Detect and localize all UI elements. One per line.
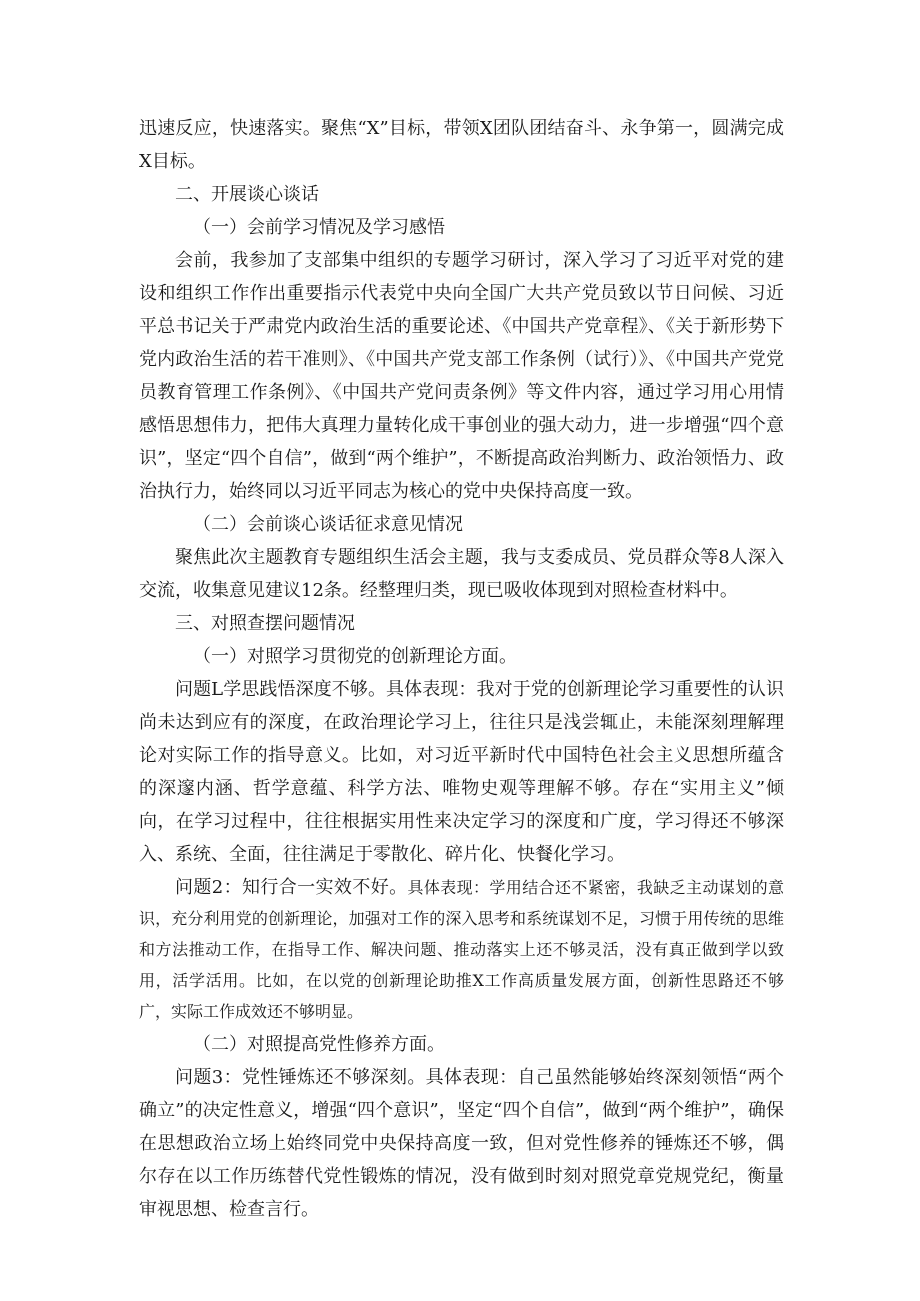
paragraph-problem-1: 问题L学思践悟深度不够。具体表现：我对于党的创新理论学习重要性的认识尚未达到应有的深度，在政治理论学习上，往往只是浅尝辄止，未能深刻理解理论对实际工作的指导意义。比如，对习近平新时代中国特色社会主义思想所蕴含的深邃内涵、哲学意蕴、科学方法、唯物史观等理解不够。存在“实用主义”倾向，在学习过程中，往往根据实用性来决定学习的深度和广度，学习得还不够深入、系统、全面，往往满足于零散化、碎片化、快餐化学习。: [139, 679, 784, 865]
document-body: [139, 112, 784, 1226]
subsection-heading-3-1: （一）对照学习贯彻党的创新理论方面。: [193, 646, 517, 667]
paragraph-problem-2: [139, 872, 784, 1027]
subsection-heading-3-2: （二）对照提高党性修养方面。: [193, 1034, 445, 1055]
problem-2-detail: 具体表现：学用结合还不紧密，我缺乏主动谋划的意识，充分利用党的创新理论，加强对工作的深入思考和系统谋划不足，习惯于用传统的思维和方法推动工作，在指导工作、解决问题、推动落实上还不够灵活，没有真正做到学以致用，活学活用。比如，在以党的创新理论助推X工作高质量发展方面，创新性思路还不够广，实际工作成效还不够明显。: [139, 878, 784, 1021]
subsection-heading-2-2: （二）会前谈心谈话征求意见情况: [193, 514, 463, 535]
problem-2-title: 问题2：知行合一实效不好。: [175, 877, 408, 898]
section-heading-3: 三、对照查摆问题情况: [175, 613, 355, 634]
paragraph-study-overview: 会前，我参加了支部集中组织的专题学习研讨，深入学习了习近平对党的建设和组织工作作出重要指示代表党中央向全国广大共产党员致以节日问候、习近平总书记关于严肃党内政治生活的重要论述、《中国共产党章程》、《关于新形势下党内政治生活的若干准则》、《中国共产党支部工作条例（试行）》、《中国共产党党员教育管理工作条例》、《中国共产党问责条例》等文件内容，通过学习用心用情感悟思想伟力，把伟大真理力量转化成干事创业的强大动力，进一步增强“四个意识”，坚定“四个自信”，做到“两个维护”，不断提高政治判断力、政治领悟力、政治执行力，始终同以习近平同志为核心的党中央保持高度一致。: [139, 250, 784, 502]
subsection-heading-2-1: （一）会前学习情况及学习感悟: [193, 217, 445, 238]
section-heading-2: 二、开展谈心谈话: [175, 184, 319, 205]
paragraph-problem-3: 问题3：党性锤炼还不够深刻。具体表现：自己虽然能够始终深刻领悟“两个确立”的决定性意义，增强“四个意识”，坚定“四个自信”，做到“两个维护”，确保在思想政治立场上始终同党中央保持高度一致，但对党性修养的锤炼还不够，偶尔存在以工作历练替代党性锻炼的情况，没有做到时刻对照党章党规党纪，衡量审视思想、检查言行。: [139, 1067, 784, 1220]
paragraph-continuation: 迅速反应，快速落实。聚焦“X”目标，带领X团队团结奋斗、永争第一，圆满完成X目标。: [139, 118, 784, 172]
paragraph-talk-feedback: 聚焦此次主题教育专题组织生活会主题，我与支委成员、党员群众等8人深入交流，收集意见建议12条。经整理归类，现已吸收体现到对照检查材料中。: [139, 547, 784, 601]
